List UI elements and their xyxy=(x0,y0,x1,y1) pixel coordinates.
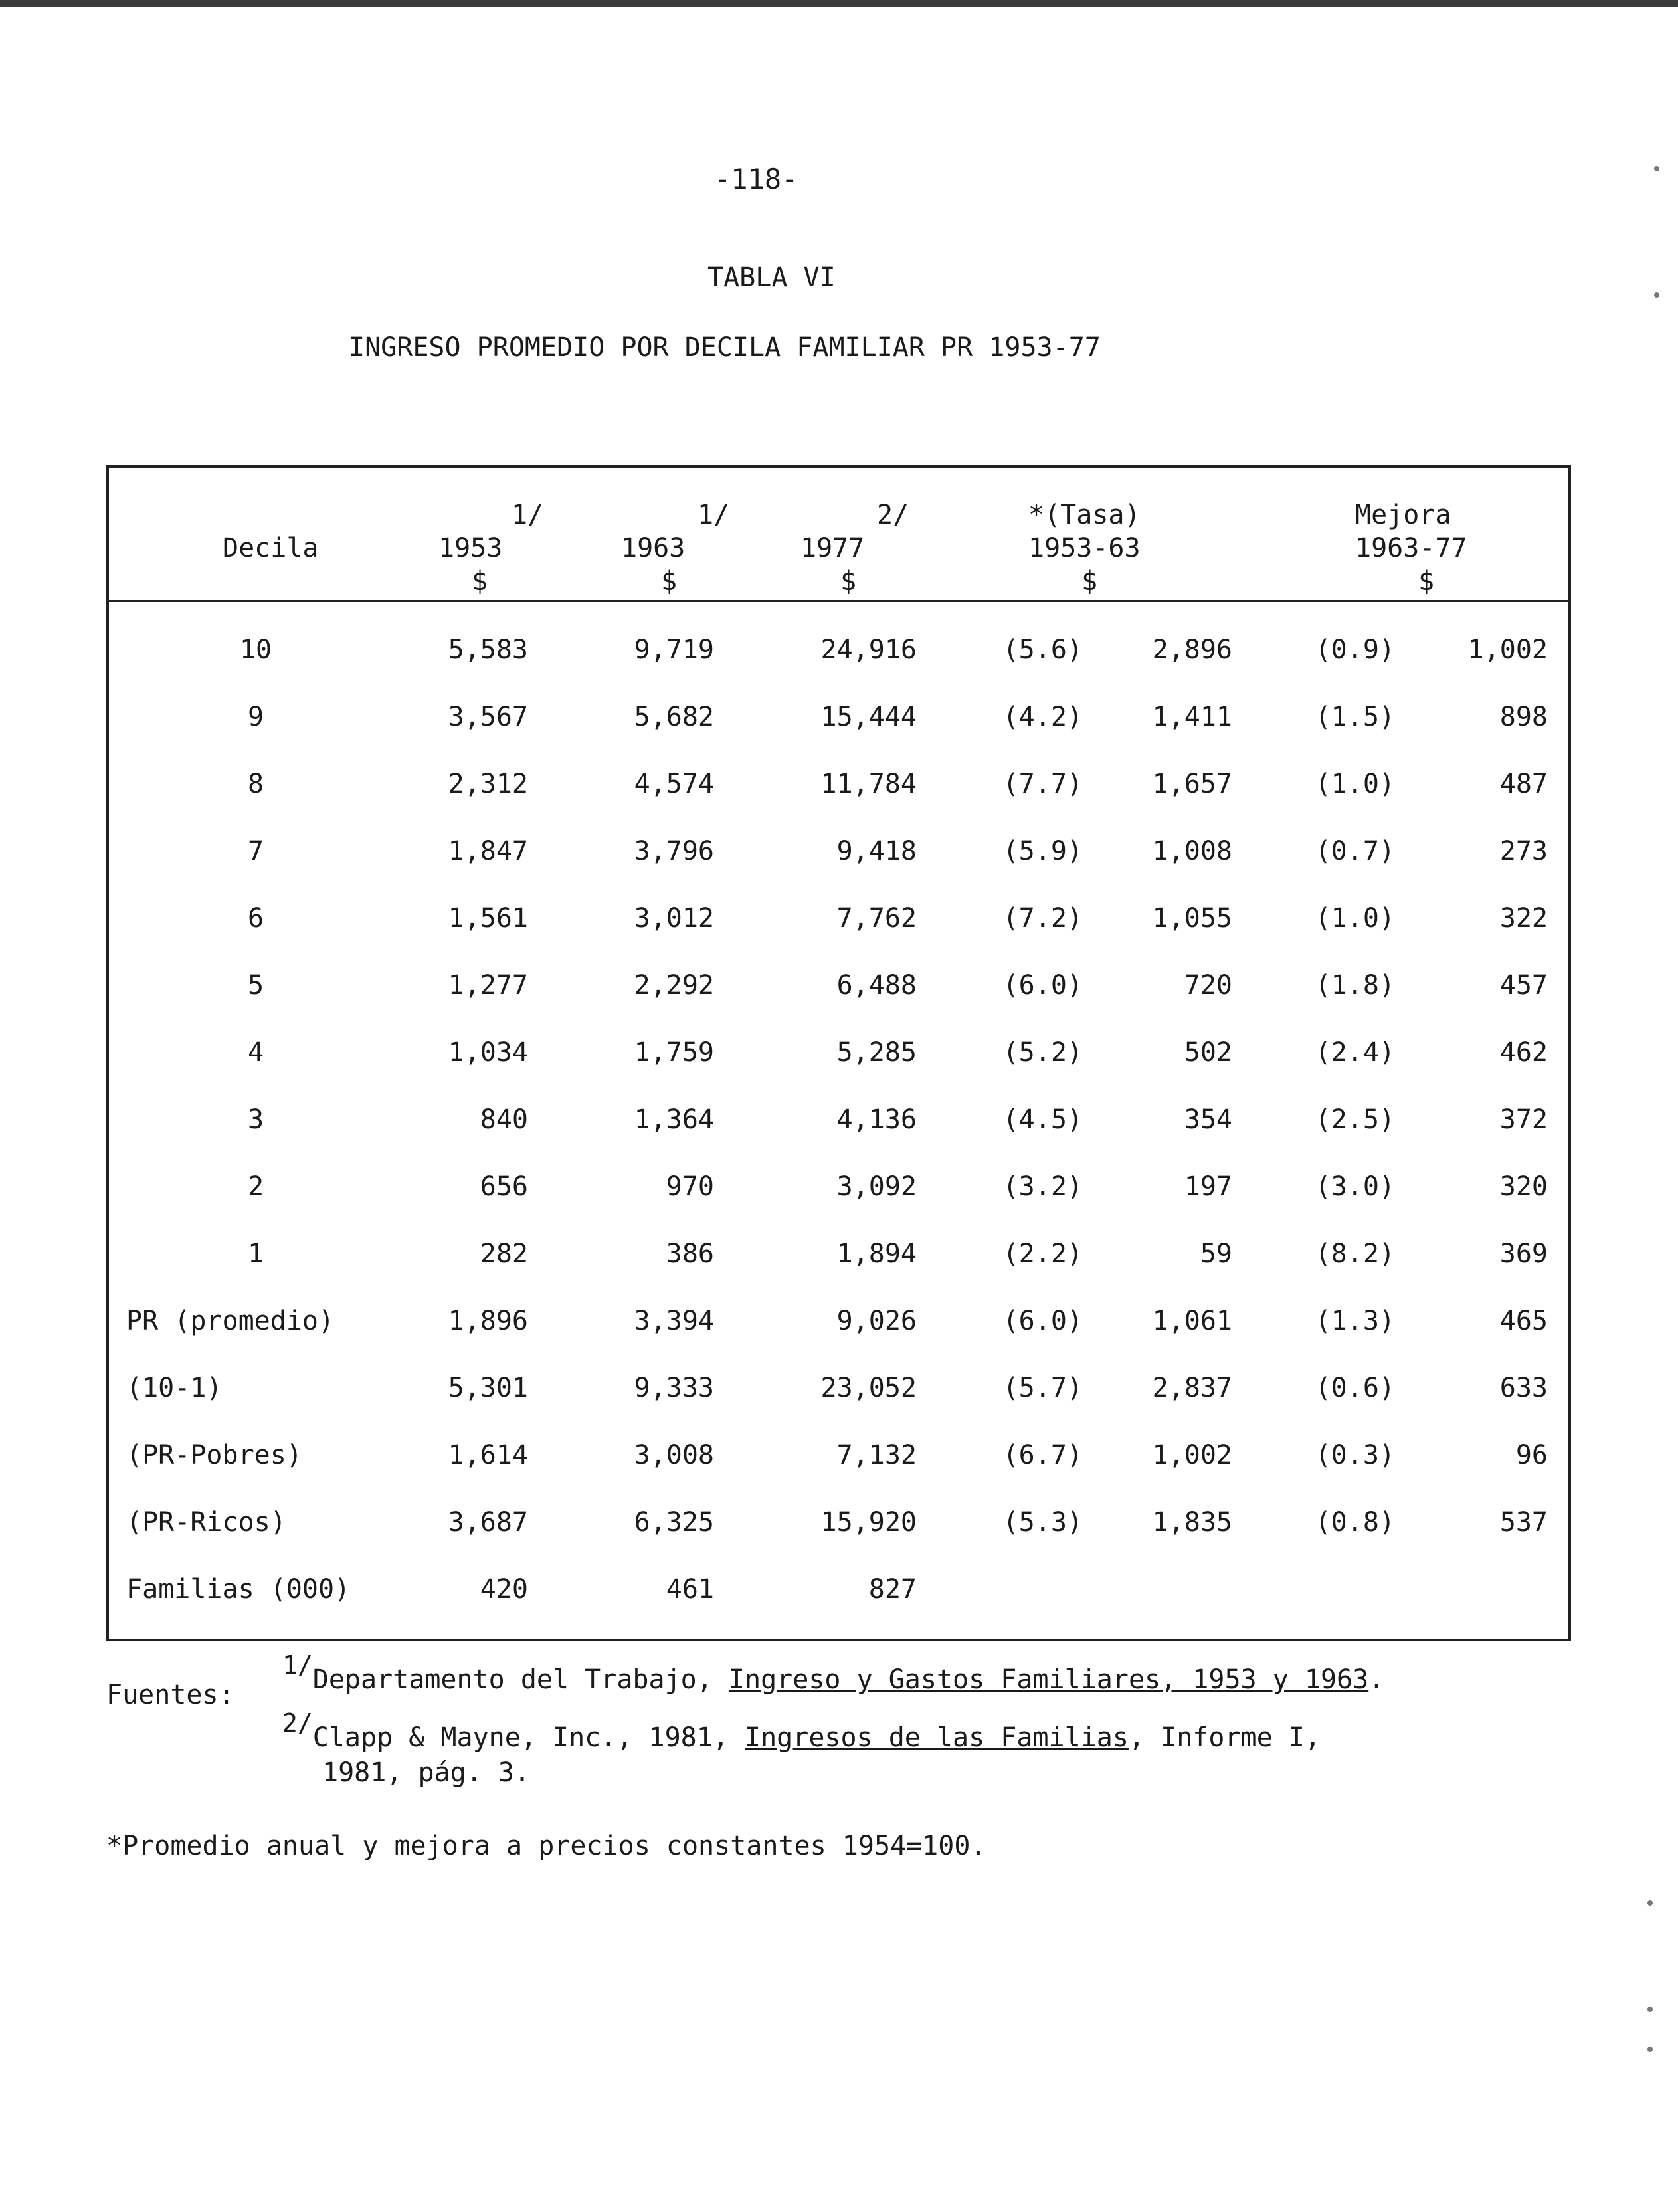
cell-tasa-1963-77: (0.6) xyxy=(1315,1373,1395,1403)
header-1977-note: 2/ xyxy=(877,500,909,530)
cell-1977: 7,132 xyxy=(836,1440,917,1470)
table-title: TABLA VI xyxy=(707,262,836,293)
cell-tasa-1953-63: (5.7) xyxy=(1002,1373,1083,1403)
cell-tasa-1953-63: (4.5) xyxy=(1002,1104,1083,1135)
cell-1977: 3,092 xyxy=(836,1171,917,1202)
cell-1977: 7,762 xyxy=(836,903,917,934)
cell-1953: 656 xyxy=(480,1171,528,1202)
cell-tasa-1953-63: (5.3) xyxy=(1002,1507,1083,1538)
scan-speck xyxy=(1647,2007,1653,2012)
header-1963: 1963 xyxy=(621,533,686,563)
cell-tasa-1953-63: (7.2) xyxy=(1002,903,1083,934)
cell-1977: 9,026 xyxy=(836,1306,917,1336)
cell-mejora-1963-77: 487 xyxy=(1499,769,1548,799)
table-subtitle: INGRESO PROMEDIO POR DECILA FAMILIAR PR 1953-77 xyxy=(349,332,1101,363)
cell-1953: 1,896 xyxy=(448,1306,528,1336)
row-label: (PR-Pobres) xyxy=(126,1440,302,1470)
cell-1953: 3,567 xyxy=(448,702,528,732)
source-2-line-2: 1981, pág. 3. xyxy=(322,1758,531,1788)
header-1977-unit: $ xyxy=(840,566,857,597)
header-mejora: Mejora xyxy=(1355,500,1451,530)
scan-speck xyxy=(1647,1900,1653,1906)
cell-tasa-1953-63: (5.2) xyxy=(1002,1037,1083,1068)
cell-1963: 6,325 xyxy=(634,1507,714,1538)
cell-mejora-1963-77: 273 xyxy=(1499,836,1548,866)
cell-tasa-1953-63: (2.2) xyxy=(1002,1239,1083,1269)
row-label: 9 xyxy=(247,702,264,732)
cell-tasa-1953-63: (5.6) xyxy=(1002,635,1083,665)
cell-1953: 840 xyxy=(480,1104,528,1135)
cell-mejora-1963-77: 465 xyxy=(1499,1306,1548,1336)
cell-1963: 3,394 xyxy=(634,1306,714,1336)
cell-tasa-1963-77: (0.8) xyxy=(1315,1507,1395,1538)
cell-1953: 1,847 xyxy=(448,836,528,866)
scan-speck xyxy=(1647,2047,1653,2052)
cell-mejora-1963-77: 462 xyxy=(1499,1037,1548,1068)
header-1963-unit: $ xyxy=(661,566,678,597)
cell-tasa-1953-63: (6.7) xyxy=(1002,1440,1083,1470)
cell-1953: 3,687 xyxy=(448,1507,528,1538)
cell-tasa-1963-77: (0.7) xyxy=(1315,836,1395,866)
cell-mejora-1953-63: 1,411 xyxy=(1152,702,1232,732)
cell-mejora-1953-63: 1,657 xyxy=(1152,769,1232,799)
cell-mejora-1953-63: 502 xyxy=(1184,1037,1232,1068)
cell-1963: 9,333 xyxy=(634,1373,714,1403)
cell-mejora-1953-63: 1,002 xyxy=(1152,1440,1232,1470)
page-top-edge xyxy=(0,0,1678,7)
cell-mejora-1953-63: 2,837 xyxy=(1152,1373,1232,1403)
row-label: 1 xyxy=(247,1239,264,1269)
cell-1977: 5,285 xyxy=(836,1037,917,1068)
cell-1963: 9,719 xyxy=(634,635,714,665)
cell-1953: 420 xyxy=(480,1574,528,1605)
cell-tasa-1963-77: (0.3) xyxy=(1315,1440,1395,1470)
row-label: Familias (000) xyxy=(126,1574,351,1605)
page-number: -118- xyxy=(714,163,798,195)
cell-1977: 24,916 xyxy=(820,635,917,665)
cell-1963: 2,292 xyxy=(634,970,714,1001)
cell-mejora-1953-63: 1,835 xyxy=(1152,1507,1232,1538)
cell-mejora-1963-77: 457 xyxy=(1499,970,1548,1001)
cell-1953: 1,277 xyxy=(448,970,528,1001)
cell-tasa-1963-77: (2.4) xyxy=(1315,1037,1395,1068)
cell-mejora-1963-77: 369 xyxy=(1499,1239,1548,1269)
source-1-mark: 1/ xyxy=(282,1651,313,1680)
source-1-end: . xyxy=(1368,1664,1385,1695)
cell-mejora-1963-77: 1,002 xyxy=(1467,635,1548,665)
header-1963-note: 1/ xyxy=(698,500,730,530)
cell-1963: 1,759 xyxy=(634,1037,714,1068)
cell-mejora-1963-77: 372 xyxy=(1499,1104,1548,1135)
cell-1953: 5,583 xyxy=(448,635,528,665)
header-mejora-years: 1963-77 xyxy=(1355,533,1467,563)
cell-mejora-1953-63: 197 xyxy=(1184,1171,1232,1202)
header-tasa-unit: $ xyxy=(1081,566,1098,597)
sources-label: Fuentes: xyxy=(106,1680,234,1710)
source-2-end: , Informe I, xyxy=(1128,1722,1321,1753)
row-label: 3 xyxy=(247,1104,264,1135)
cell-1977: 23,052 xyxy=(820,1373,917,1403)
cell-tasa-1963-77: (2.5) xyxy=(1315,1104,1395,1135)
scan-speck xyxy=(1654,166,1659,171)
cell-1953: 2,312 xyxy=(448,769,528,799)
cell-mejora-1953-63: 59 xyxy=(1200,1239,1232,1269)
cell-tasa-1953-63: (3.2) xyxy=(1002,1171,1083,1202)
cell-1977: 11,784 xyxy=(820,769,917,799)
cell-1963: 3,012 xyxy=(634,903,714,934)
cell-1953: 1,614 xyxy=(448,1440,528,1470)
cell-1963: 4,574 xyxy=(634,769,714,799)
cell-1977: 15,444 xyxy=(820,702,917,732)
header-1977: 1977 xyxy=(800,533,865,563)
cell-1963: 461 xyxy=(666,1574,714,1605)
source-1 xyxy=(282,1651,1385,1695)
cell-tasa-1963-77: (0.9) xyxy=(1315,635,1395,665)
cell-tasa-1963-77: (1.0) xyxy=(1315,903,1395,934)
header-mejora-unit: $ xyxy=(1418,566,1435,597)
source-1-title: Ingreso y Gastos Familiares, 1953 y 1963 xyxy=(728,1664,1369,1695)
table-header-rule xyxy=(106,600,1571,602)
cell-1977: 9,418 xyxy=(836,836,917,866)
cell-tasa-1953-63: (5.9) xyxy=(1002,836,1083,866)
cell-1963: 5,682 xyxy=(634,702,714,732)
cell-mejora-1963-77: 322 xyxy=(1499,903,1548,934)
cell-mejora-1963-77: 96 xyxy=(1515,1440,1548,1470)
cell-1977: 827 xyxy=(868,1574,917,1605)
header-tasa: *(Tasa) xyxy=(1028,500,1141,530)
cell-1977: 6,488 xyxy=(836,970,917,1001)
row-label: 2 xyxy=(247,1171,264,1202)
cell-1953: 282 xyxy=(480,1239,528,1269)
row-label: (10-1) xyxy=(126,1373,223,1403)
cell-tasa-1953-63: (7.7) xyxy=(1002,769,1083,799)
cell-1977: 15,920 xyxy=(820,1507,917,1538)
cell-1953: 1,561 xyxy=(448,903,528,934)
cell-mejora-1963-77: 633 xyxy=(1499,1373,1548,1403)
cell-tasa-1963-77: (1.5) xyxy=(1315,702,1395,732)
row-label: 7 xyxy=(247,836,264,866)
row-label: 4 xyxy=(247,1037,264,1068)
cell-1977: 4,136 xyxy=(836,1104,917,1135)
cell-1953: 5,301 xyxy=(448,1373,528,1403)
cell-1953: 1,034 xyxy=(448,1037,528,1068)
source-1-text: Departamento del Trabajo, xyxy=(312,1664,729,1695)
source-2 xyxy=(282,1708,1321,1753)
cell-mejora-1953-63: 1,008 xyxy=(1152,836,1232,866)
cell-tasa-1963-77: (1.0) xyxy=(1315,769,1395,799)
cell-mejora-1963-77: 537 xyxy=(1499,1507,1548,1538)
cell-mejora-1953-63: 354 xyxy=(1184,1104,1232,1135)
cell-1963: 970 xyxy=(666,1171,714,1202)
cell-tasa-1953-63: (6.0) xyxy=(1002,970,1083,1001)
cell-1963: 3,796 xyxy=(634,836,714,866)
cell-mejora-1963-77: 320 xyxy=(1499,1171,1548,1202)
row-label: 8 xyxy=(247,769,264,799)
row-label: (PR-Ricos) xyxy=(126,1507,286,1538)
cell-1963: 3,008 xyxy=(634,1440,714,1470)
cell-mejora-1963-77: 898 xyxy=(1499,702,1548,732)
cell-tasa-1963-77: (8.2) xyxy=(1315,1239,1395,1269)
cell-mejora-1953-63: 1,055 xyxy=(1152,903,1232,934)
source-2-title: Ingresos de las Familias xyxy=(744,1722,1129,1753)
row-label: 5 xyxy=(247,970,264,1001)
cell-mejora-1953-63: 2,896 xyxy=(1152,635,1232,665)
header-decila: Decila xyxy=(223,533,319,563)
source-2-mark: 2/ xyxy=(282,1708,313,1738)
row-label: 10 xyxy=(239,635,272,665)
header-tasa-years: 1953-63 xyxy=(1028,533,1141,563)
header-1953-note: 1/ xyxy=(512,500,544,530)
row-label: 6 xyxy=(247,903,264,934)
scan-speck xyxy=(1654,292,1659,298)
header-1953-unit: $ xyxy=(472,566,488,597)
footnote-constant-prices: *Promedio anual y mejora a precios constantes 1954=100. xyxy=(106,1831,986,1861)
row-label: PR (promedio) xyxy=(126,1306,335,1336)
cell-tasa-1963-77: (1.3) xyxy=(1315,1306,1395,1336)
cell-tasa-1963-77: (3.0) xyxy=(1315,1171,1395,1202)
cell-1963: 1,364 xyxy=(634,1104,714,1135)
source-2-text: Clapp & Mayne, Inc., 1981, xyxy=(312,1722,745,1753)
cell-1977: 1,894 xyxy=(836,1239,917,1269)
cell-mejora-1953-63: 1,061 xyxy=(1152,1306,1232,1336)
cell-tasa-1963-77: (1.8) xyxy=(1315,970,1395,1001)
cell-mejora-1953-63: 720 xyxy=(1184,970,1232,1001)
cell-1963: 386 xyxy=(666,1239,714,1269)
cell-tasa-1953-63: (6.0) xyxy=(1002,1306,1083,1336)
cell-tasa-1953-63: (4.2) xyxy=(1002,702,1083,732)
header-1953: 1953 xyxy=(438,533,503,563)
